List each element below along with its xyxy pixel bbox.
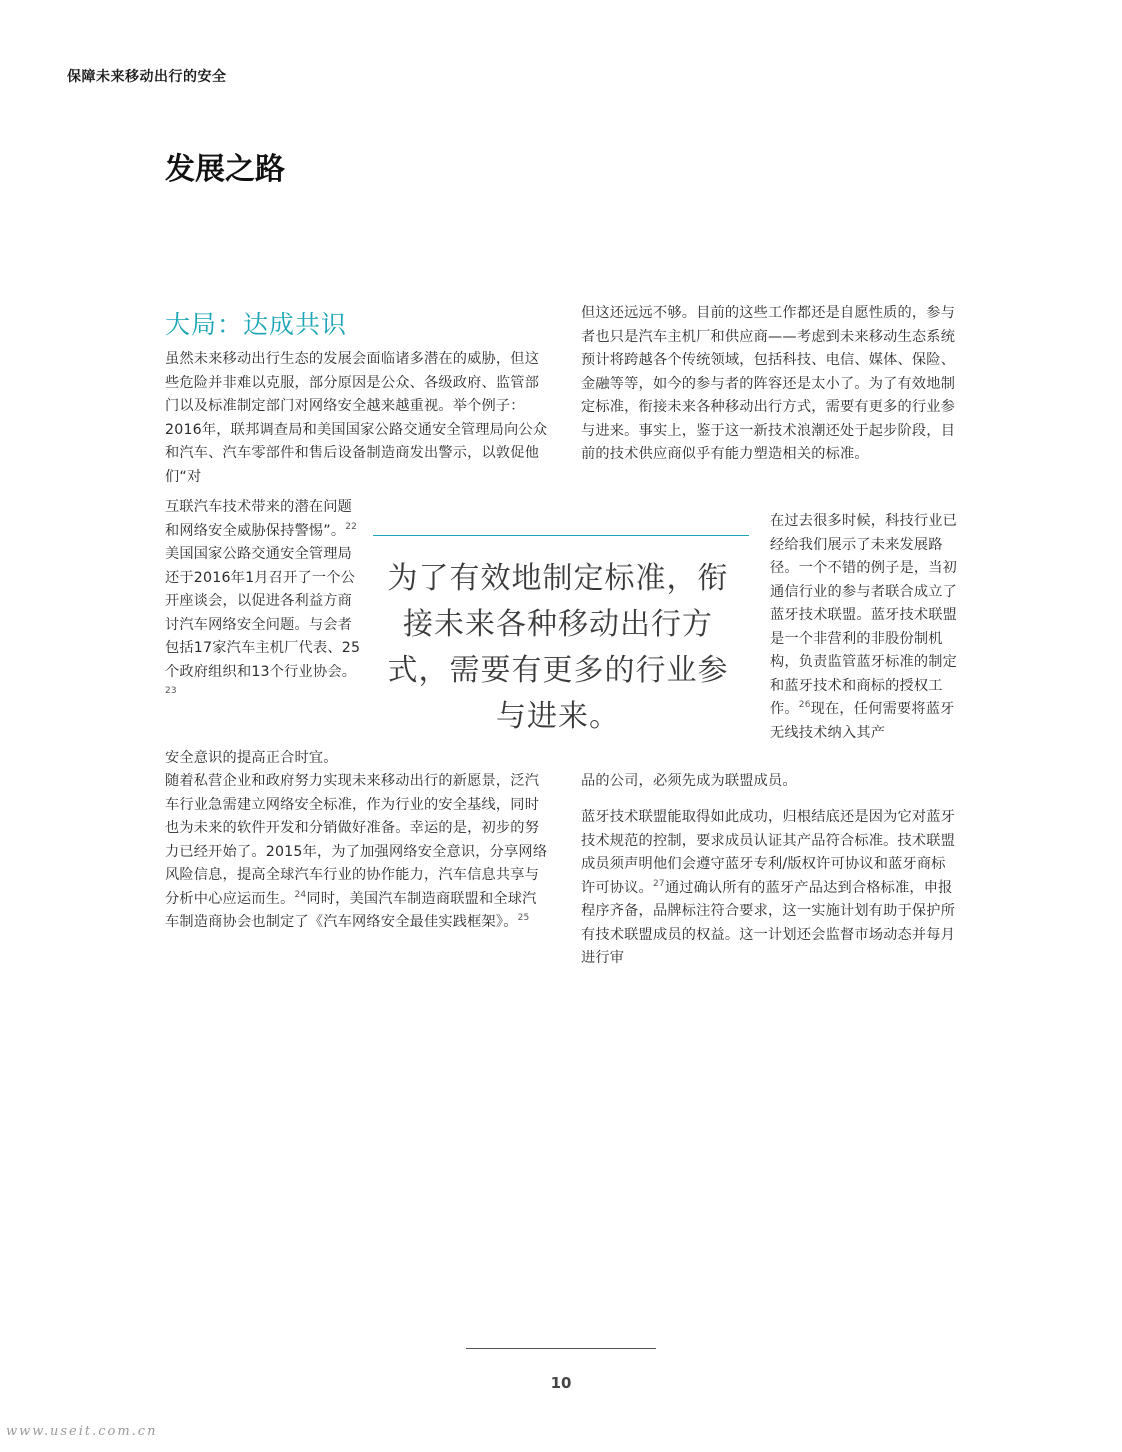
left-paragraph-narrow xyxy=(165,496,361,708)
footnote-ref-24: 24 xyxy=(294,889,307,900)
footnote-ref-22: 22 xyxy=(345,521,358,532)
watermark: www.useit.com.cn xyxy=(6,1424,158,1439)
right-p3-text-b: 通过确认所有的蓝牙产品达到合格标准，申报程序齐备，品牌标注符合要求，这一实施计划有助于保护所有技术联盟成员的权益。这一计划还会监督市场动态并每月进行审 xyxy=(581,879,956,966)
page-title: 发展之路 xyxy=(165,152,285,187)
right-p3-text-a: 蓝牙技术联盟能取得如此成功，归根结底还是因为它对蓝牙技术规范的控制，要求成员认证其产品符合标准。技术联盟成员须声明他们会遵守蓝牙专利/版权许可协议和蓝牙商标许可协议。 xyxy=(581,809,956,896)
section-heading: 大局：达成共识 xyxy=(165,310,348,339)
page-number: 10 xyxy=(550,1374,572,1392)
right-paragraph-narrow xyxy=(770,510,960,745)
left-paragraph-3 xyxy=(165,770,549,935)
left-p3-text-b: 同时，美国汽车制造商联盟和全球汽车制造商协会也制定了《汽车网络安全最佳实践框架》。 xyxy=(165,890,537,930)
running-header: 保障未来移动出行的安全 xyxy=(67,69,227,85)
right-paragraph-3 xyxy=(581,806,959,971)
left-p3-text-a: 随着私营企业和政府努力实现未来移动出行的新愿景，泛汽车行业急需建立网络安全标准，作为行业的安全基线，同时也为未来的软件开发和分销做好准备。幸运的是，初步的努力已经开始了。2015年，为了加强网络安全意识，分享网络风险信息，提高全球汽车行业的协作能力，汽车信息共享与分析中心应运而生。 xyxy=(165,773,548,907)
footer-rule xyxy=(466,1348,656,1349)
right-paragraph-2: 品的公司，必须先成为联盟成员。 xyxy=(581,773,797,789)
footnote-ref-26: 26 xyxy=(798,700,811,710)
footnote-ref-25: 25 xyxy=(517,913,530,923)
pull-quote-rule xyxy=(373,535,749,536)
footnote-ref-23: 23 xyxy=(165,686,177,696)
right-narrow-text-b: 现在，任何需要将蓝牙无线技术纳入其产 xyxy=(770,701,955,741)
left-narrow-text-b: 美国国家公路交通安全管理局还于2016年1月召开了一个公开座谈会，以促进各利益方商讨汽车网络安全问题。与会者包括17家汽车主机厂代表、25个政府组织和13个行业协会。 xyxy=(165,546,361,680)
left-paragraph-2: 安全意识的提高正合时宜。 xyxy=(165,750,338,766)
right-narrow-text-a: 在过去很多时候，科技行业已经给我们展示了未来发展路径。一个不错的例子是，当初通信行业的参与者联合成立了蓝牙技术联盟。蓝牙技术联盟是一个非营利的非股份制机构，负责监管蓝牙标准的制定和蓝牙技术和商标的授权工作。 xyxy=(770,513,958,717)
left-paragraph-1: 虽然未来移动出行生态的发展会面临诸多潜在的威胁，但这些危险并非难以克服，部分原因是公众、各级政府、监管部门以及标准制定部门对网络安全越来越重视。举个例子：2016年，联邦调查局和美国国家公路交通安全管理局向公众和汽车、汽车零部件和售后设备制造商发出警示，以敦促他们“对 xyxy=(165,351,548,485)
left-narrow-text-a: 互联汽车技术带来的潜在问题和网络安全威胁保持警惕”。 xyxy=(165,499,353,539)
right-paragraph-1: 但这还远远不够。目前的这些工作都还是自愿性质的，参与者也只是汽车主机厂和供应商——考虑到未来移动生态系统预计将跨越各个传统领域，包括科技、电信、媒体、保险、金融等等，如今的参与者的阵容还是太小了。为了有效地制定标准，衔接未来各种移动出行方式，需要有更多的行业参与进来。事实上，鉴于这一新技术浪潮还处于起步阶段，目前的技术供应商似乎有能力塑造相关的标准。 xyxy=(581,305,956,462)
pull-quote: 为了有效地制定标准，衔接未来各种移动出行方式，需要有更多的行业参与进来。 xyxy=(387,561,729,734)
footnote-ref-27: 27 xyxy=(652,878,665,889)
